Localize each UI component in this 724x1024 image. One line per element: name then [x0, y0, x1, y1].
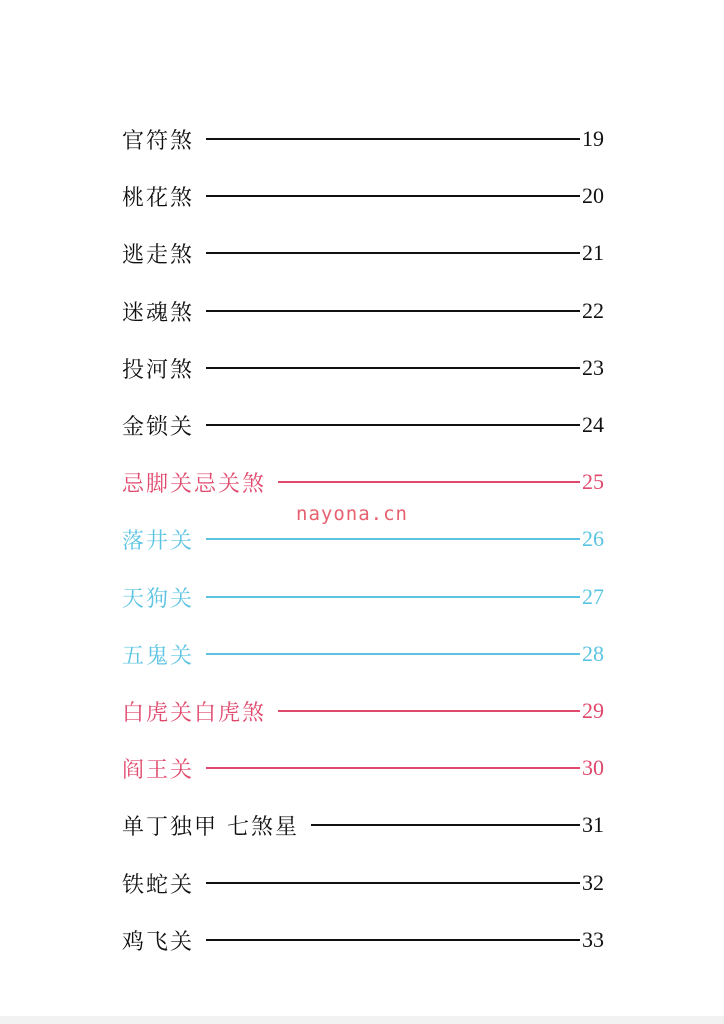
toc-page-number: 30: [582, 755, 604, 780]
toc-title: 金锁关: [122, 414, 195, 440]
toc-leader-line: [206, 252, 580, 254]
toc-leader-line: [278, 481, 580, 483]
toc-title: 铁蛇关: [122, 872, 195, 898]
toc-row[interactable]: [122, 348, 612, 388]
toc-row[interactable]: [122, 748, 612, 788]
toc-leader-line: [206, 195, 580, 197]
toc-leader-line: [206, 596, 580, 598]
bottom-border: [0, 1016, 724, 1024]
toc-title: 五鬼关: [122, 643, 195, 669]
toc-title: 桃花煞: [122, 185, 195, 211]
toc-page-number: 23: [582, 355, 604, 380]
toc-title: 官符煞: [122, 128, 195, 154]
toc-row[interactable]: [122, 291, 612, 331]
toc-page-number: 26: [582, 526, 604, 551]
toc-page-number: 29: [582, 698, 604, 723]
toc-leader-line: [206, 138, 580, 140]
toc-leader-line: [206, 882, 580, 884]
toc-title: 落井关: [122, 528, 195, 554]
toc-title: 单丁独甲 七煞星: [122, 814, 299, 840]
toc-row[interactable]: [122, 920, 612, 960]
toc-page-number: 24: [582, 412, 604, 437]
toc-title: 迷魂煞: [122, 300, 195, 326]
toc-title: 逃走煞: [122, 242, 195, 268]
toc-page-number: 19: [582, 126, 604, 151]
toc-title: 鸡飞关: [122, 929, 195, 955]
toc-leader-line: [206, 424, 580, 426]
toc-row[interactable]: [122, 691, 612, 731]
toc-title: 阎王关: [122, 757, 195, 783]
toc-leader-line: [206, 367, 580, 369]
toc-page-number: 27: [582, 584, 604, 609]
toc-title: 白虎关白虎煞: [122, 700, 267, 726]
toc-leader-line: [206, 310, 580, 312]
toc-row[interactable]: [122, 462, 612, 502]
toc-page-number: 28: [582, 641, 604, 666]
toc-page-number: 22: [582, 298, 604, 323]
toc-row[interactable]: [122, 119, 612, 159]
toc-row[interactable]: [122, 405, 612, 445]
toc-leader-line: [206, 653, 580, 655]
toc-row[interactable]: [122, 233, 612, 273]
toc-page-number: 33: [582, 927, 604, 952]
toc-row[interactable]: [122, 176, 612, 216]
toc-page-number: 25: [582, 469, 604, 494]
toc-row[interactable]: [122, 519, 612, 559]
toc-title: 投河煞: [122, 357, 195, 383]
toc-page-number: 31: [582, 812, 604, 837]
toc-leader-line: [311, 824, 580, 826]
toc-leader-line: [206, 538, 580, 540]
toc-row[interactable]: [122, 863, 612, 903]
toc-page-number: 20: [582, 183, 604, 208]
toc-leader-line: [206, 767, 580, 769]
toc-leader-line: [206, 939, 580, 941]
watermark-text: nayona.cn: [296, 503, 408, 525]
toc-title: 天狗关: [122, 586, 195, 612]
toc-row[interactable]: [122, 805, 612, 845]
toc-title: 忌脚关忌关煞: [122, 471, 267, 497]
toc-row[interactable]: [122, 634, 612, 674]
toc-page-number: 32: [582, 870, 604, 895]
toc-leader-line: [278, 710, 580, 712]
toc-row[interactable]: [122, 577, 612, 617]
toc-page-number: 21: [582, 240, 604, 265]
